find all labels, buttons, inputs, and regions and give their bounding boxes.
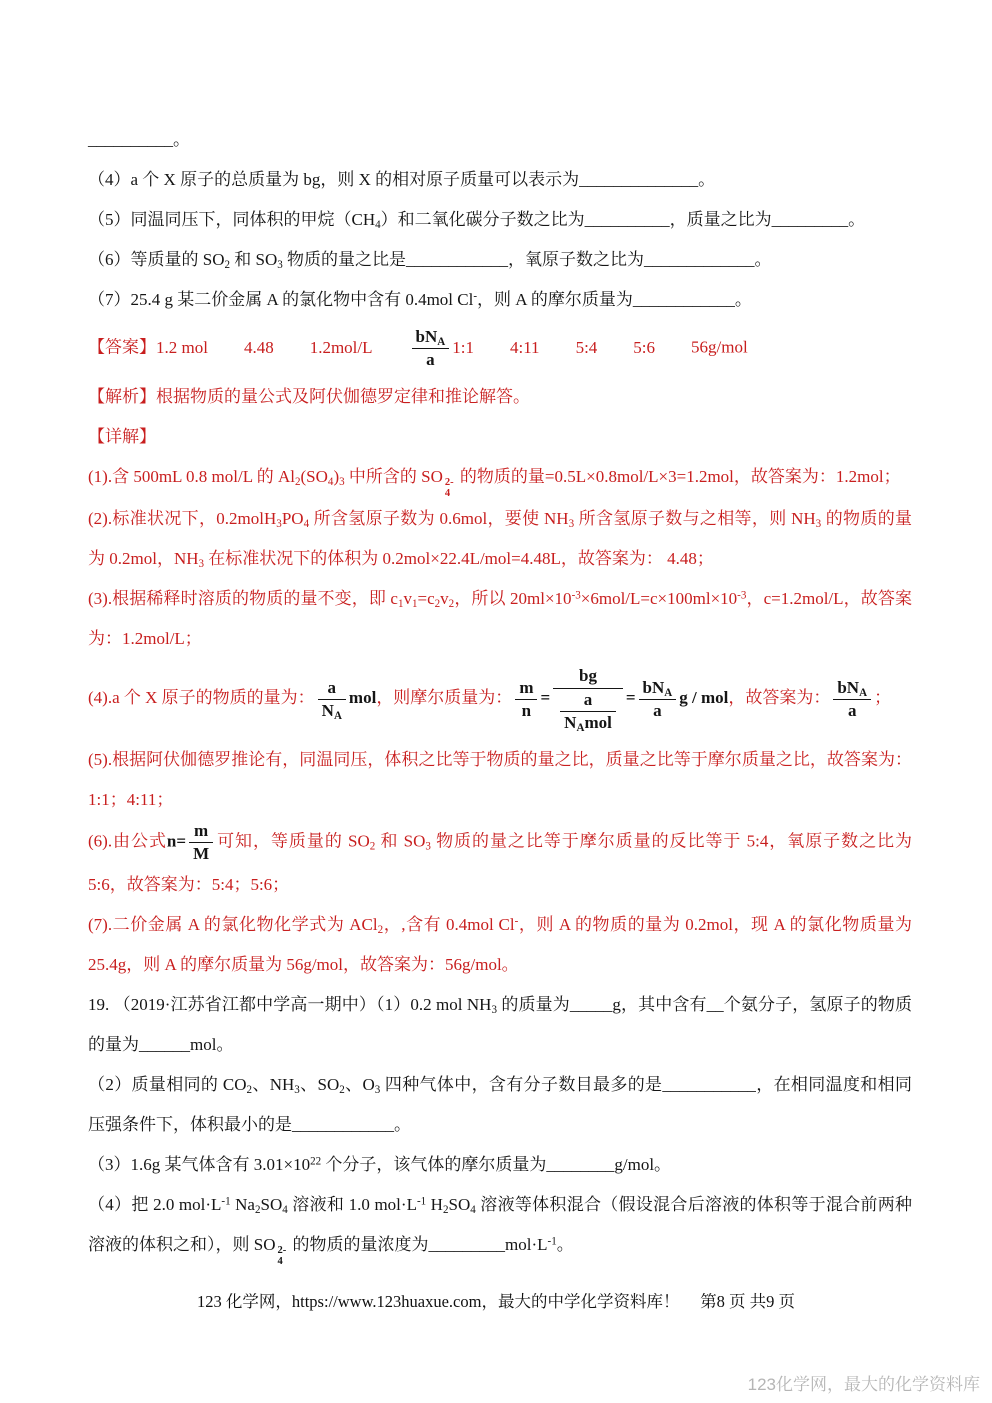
- fraction-numerator: [318, 677, 346, 700]
- text-run: =c: [417, 589, 435, 609]
- text-run: A: [333, 709, 342, 722]
- text-run: ，则 A 的摩尔质量为____________。: [477, 290, 752, 309]
- text-run: Na: [230, 1194, 255, 1214]
- text-run: 2: [448, 598, 455, 611]
- text-run: （2）质量相同的 CO: [88, 1074, 247, 1094]
- fraction: [833, 677, 871, 722]
- text-run: ，,含有 0.4mol Cl: [383, 914, 515, 934]
- text-run: 物质的量之比等于摩尔质量的反比等于 5:4，氧原子数之比为 5:6，故答案为：5:4；5:6；: [88, 831, 912, 894]
- text-run: 【详解】: [88, 427, 156, 447]
- ion-charge: 2-: [277, 1245, 287, 1257]
- text-run: N: [321, 701, 334, 721]
- question-7: [88, 280, 912, 320]
- text-run: 、NH: [252, 1074, 295, 1094]
- fraction: [639, 677, 677, 722]
- text-run: (4).a 个 X 原子的物质的量为：: [88, 688, 315, 708]
- text-run: 1:1: [452, 337, 474, 357]
- fraction-denominator: [412, 349, 450, 371]
- text-run: H: [426, 1194, 443, 1214]
- text-run: 3: [491, 1003, 497, 1016]
- text-run: 1.2 mol: [156, 337, 208, 357]
- text-run: n: [166, 831, 177, 851]
- text-run: （6）等质量的 SO: [88, 250, 225, 269]
- text-run: （7）25.4 g 某二价金属 A 的氯化物中含有 0.4mol Cl: [88, 290, 474, 309]
- text-run: 2: [224, 258, 231, 271]
- text-run: 22: [310, 1155, 322, 1168]
- text-run: 所含氢原子数与之相等，则 NH: [574, 509, 816, 529]
- text-run: bN: [837, 678, 860, 698]
- footer-text: 123 化学网，https://www.123huaxue.com，最大的中学化学资料库！ 第8 页 共9 页: [197, 1292, 795, 1311]
- text-run: n: [521, 701, 532, 721]
- text-run: （4）a 个 X 原子的总质量为 bg，则 X 的相对原子质量可以表示为______________。: [88, 170, 716, 189]
- ion-charge-stack: [445, 477, 454, 499]
- text-run: (SO: [300, 467, 328, 487]
- text-run: 3: [276, 518, 282, 531]
- text-run: (3).根据稀释时溶质的物质的量不变，即 c: [88, 589, 398, 609]
- fraction: [189, 820, 213, 865]
- question-19-3: [88, 1145, 912, 1185]
- text-run: (2).标准状况下，0.2molH: [88, 509, 277, 529]
- text-run: ，则 A 的物质的量为 0.2mol，现 A 的氯化物质量为 25.4g，则 A 的摩尔质量为 56g/mol，故答案为：56g/mol。: [88, 914, 913, 974]
- text-run: 物质的量之比是____________，氧原子数之比为_____________。: [282, 250, 772, 269]
- fraction-denominator: [553, 689, 623, 734]
- text-run: -: [473, 290, 478, 303]
- text-run: bN: [415, 327, 438, 346]
- text-run: M: [193, 843, 210, 863]
- text-run: ；: [874, 688, 892, 708]
- text-run: N: [564, 712, 577, 732]
- text-run: 可知，等质量的 SO: [216, 831, 370, 851]
- fraction: [553, 665, 623, 733]
- text-run: m: [519, 678, 534, 698]
- text-run: a: [583, 689, 593, 709]
- text-run: v: [403, 589, 412, 609]
- fraction-denominator: [560, 712, 616, 734]
- document-body: [88, 120, 912, 1267]
- detail-1: [88, 457, 912, 499]
- text-run: 溶液等体积混合（假设混合后溶液的体积等于混合前两种溶液的体积之和），则 SO: [88, 1194, 912, 1254]
- text-run: ）和二氧化碳分子数之比为__________，质量之比为_________。: [380, 210, 866, 229]
- watermark: 123化学网，最大的化学资料库: [747, 1375, 980, 1394]
- detail-2: [88, 499, 912, 579]
- text-run: 的物质的量浓度为_________mol·L: [288, 1234, 548, 1254]
- text-run: 4: [282, 1203, 288, 1216]
- text-run: SO: [260, 1194, 283, 1214]
- text-run: g / mol: [679, 688, 729, 708]
- detail-5: [88, 740, 912, 820]
- text-run: -1: [547, 1235, 557, 1248]
- text-run: bN: [642, 678, 665, 698]
- fraction-numerator: [553, 665, 623, 688]
- text-run: （4）把 2.0 mol·L: [88, 1194, 222, 1214]
- text-run: 1.2mol/L: [309, 337, 373, 357]
- ion-charge: 2-: [444, 477, 454, 489]
- text-run: （3）1.6g 某气体含有 3.01×10: [88, 1154, 311, 1174]
- detail-6: [88, 820, 912, 905]
- ion-charge-stack: [277, 1245, 286, 1267]
- text-run: ×6mol/L=c×100ml×10: [580, 589, 738, 609]
- text-run: 所含氢原子数为 0.6mol，要使 NH: [309, 509, 569, 529]
- fraction-denominator: [833, 700, 871, 722]
- text-run: ，则摩尔质量为：: [376, 688, 513, 708]
- text-run: __________。: [88, 130, 190, 149]
- text-run: 3: [425, 840, 431, 852]
- text-run: (6).由公式: [88, 831, 167, 851]
- text-run: 的质量为_____g，其中含有__个氨分子，氢原子的物质的量为______mol。: [88, 994, 912, 1054]
- text-run: A: [576, 721, 585, 734]
- fraction: [318, 677, 346, 722]
- question-4: [88, 160, 912, 200]
- text-run: 4.48: [243, 337, 274, 357]
- fraction-denominator: [515, 700, 537, 722]
- text-run: 2: [442, 1203, 449, 1216]
- text-run: 和 SO: [230, 250, 278, 269]
- text-run: (1).含 500mL 0.8 mol/L 的 Al: [88, 467, 295, 487]
- text-run: =: [176, 831, 187, 851]
- text-run: a: [327, 678, 337, 698]
- text-run: 5:4: [575, 337, 598, 357]
- fraction-numerator: [560, 689, 616, 712]
- text-run: 、O: [344, 1074, 375, 1094]
- question-5: [88, 200, 912, 240]
- blank-continuation-line: [88, 120, 912, 160]
- text-run: 在标准状况下的体积为 0.2mol×22.4L/mol=4.48L，故答案为： 4.48；: [204, 549, 714, 569]
- text-run: m: [194, 820, 209, 840]
- text-run: -3: [737, 589, 747, 602]
- detail-4: [88, 665, 912, 733]
- text-run: 3: [198, 558, 205, 571]
- text-run: -1: [221, 1195, 231, 1208]
- text-run: bg: [579, 666, 597, 686]
- text-run: 2: [377, 923, 384, 936]
- text-run: SO: [448, 1194, 471, 1214]
- text-run: (5).根据阿伏伽德罗推论有，同温同压，体积之比等于物质的量之比，质量之比等于摩尔质量之比，故答案为： 1:1；4:11；: [88, 749, 912, 809]
- text-run: 19. （2019·江苏省江都中学高一期中）（1）0.2 mol NH: [88, 994, 492, 1014]
- text-run: -1: [416, 1195, 427, 1208]
- text-run: 1: [411, 598, 418, 611]
- text-run: 56g/mol: [691, 337, 748, 357]
- detail-3: [88, 579, 912, 659]
- text-run: a: [653, 701, 662, 721]
- text-run: 2: [254, 1203, 261, 1216]
- text-run: A: [859, 686, 868, 699]
- text-run: 个分子，该气体的摩尔质量为________g/mol。: [321, 1154, 672, 1174]
- text-run: （5）同温同压下，同体积的甲烷（CH: [88, 210, 376, 229]
- text-run: 2: [369, 840, 376, 852]
- text-run: 4:11: [509, 337, 540, 357]
- fraction: [560, 689, 616, 734]
- text-run: 3: [815, 518, 822, 531]
- text-run: (7).二价金属 A 的氯化物化学式为 ACl: [88, 914, 378, 934]
- text-run: A: [664, 686, 673, 699]
- fraction: [515, 677, 537, 722]
- text-run: 的物质的量=0.5L×0.8mol/L×3=1.2mol，故答案为：1.2mol；: [455, 467, 901, 487]
- text-run: 。: [556, 1234, 574, 1254]
- fraction-denominator: [318, 700, 346, 722]
- text-run: ，所以 20ml×10: [454, 589, 572, 609]
- text-run: a: [847, 701, 857, 721]
- text-run: -: [514, 915, 519, 928]
- fraction: [412, 326, 450, 371]
- question-19: [88, 985, 912, 1065]
- text-run: 4: [303, 518, 310, 531]
- question-6: [88, 240, 912, 280]
- text-run: PO: [281, 509, 304, 529]
- text-run: 和 SO: [375, 831, 426, 851]
- text-run: 3: [294, 1083, 300, 1096]
- text-run: v: [440, 589, 449, 609]
- text-run: 中所含的 SO: [344, 467, 443, 487]
- answer-line: [88, 326, 912, 371]
- text-run: 2: [294, 475, 301, 488]
- fraction-denominator: [189, 843, 213, 865]
- fraction-denominator: [639, 700, 677, 722]
- detail-7: [88, 905, 912, 985]
- text-run: =: [625, 688, 636, 708]
- text-run: 四种气体中，含有分子数目最多的是___________，在相同温度和相同压强条件下，体积最小的是____________。: [88, 1074, 913, 1134]
- fraction-numerator: [189, 820, 213, 843]
- text-run: =: [540, 688, 551, 708]
- detail-header: [88, 417, 912, 457]
- fraction-numerator: [639, 677, 677, 700]
- text-run: mol: [348, 688, 377, 708]
- analysis-line: [88, 377, 912, 417]
- text-run: a: [426, 350, 435, 370]
- text-run: 5:6: [633, 337, 656, 357]
- fraction-numerator: [833, 677, 871, 700]
- ion-subscript: 4: [444, 488, 451, 500]
- text-run: 4: [327, 475, 334, 488]
- question-19-2: [88, 1065, 912, 1145]
- fraction-numerator: [412, 326, 450, 349]
- page-footer: [0, 1288, 992, 1312]
- text-run: 4: [470, 1203, 476, 1216]
- text-run: 3: [277, 258, 283, 271]
- text-run: 2: [434, 598, 441, 611]
- text-run: 的物质的量为 0.2mol，NH: [88, 509, 913, 569]
- text-run: 、SO: [299, 1074, 340, 1094]
- text-run: A: [437, 335, 446, 348]
- text-run: mol: [584, 712, 612, 732]
- ion-subscript: 4: [277, 1256, 283, 1268]
- text-run: 1: [397, 598, 404, 611]
- text-run: 3: [339, 475, 345, 488]
- fraction-numerator: [515, 677, 537, 700]
- text-run: 2: [339, 1083, 345, 1096]
- text-run: 溶液和 1.0 mol·L: [287, 1194, 417, 1214]
- question-19-4: [88, 1185, 912, 1267]
- text-run: 3: [374, 1083, 381, 1096]
- text-run: 3: [568, 518, 575, 531]
- text-run: 4: [375, 218, 381, 231]
- text-run: ): [333, 467, 340, 487]
- text-run: ，故答案为：: [728, 688, 831, 708]
- text-run: ，c=1.2mol/L，故答案为：1.2mol/L；: [88, 589, 912, 649]
- text-run: 2: [246, 1083, 253, 1096]
- text-run: -3: [571, 589, 581, 602]
- text-run: 【解析】根据物质的量公式及阿伏伽德罗定律和推论解答。: [88, 387, 530, 407]
- text-run: 【答案】: [88, 337, 156, 357]
